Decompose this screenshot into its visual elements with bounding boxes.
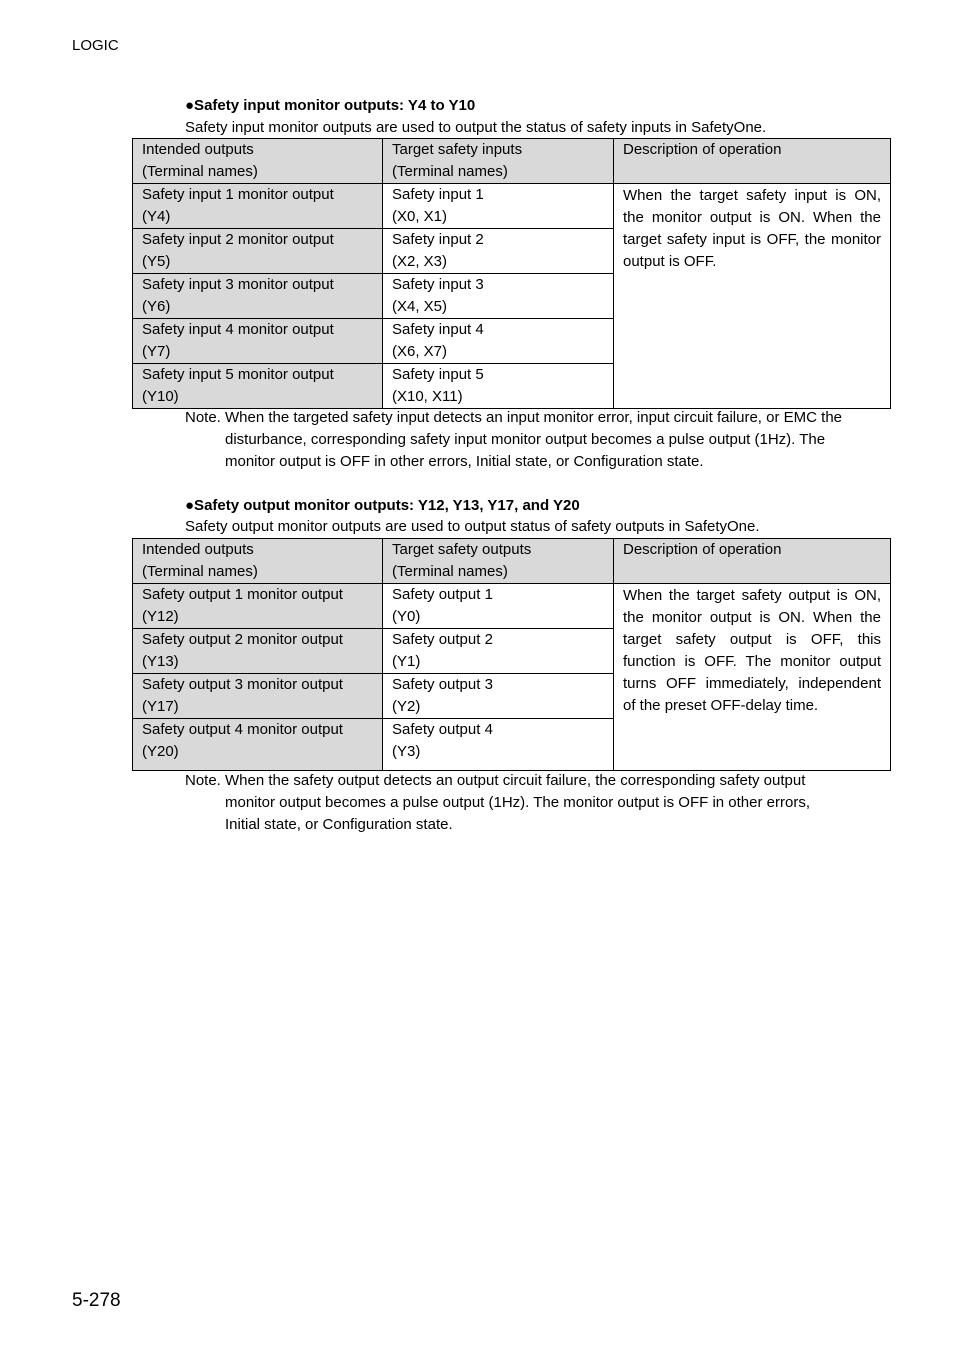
target-input-cell: Safety input 3 (X4, X5) — [383, 274, 614, 319]
column-header-target-safety-outputs: Target safety outputs (Terminal names) — [383, 539, 614, 584]
intended-output-cell: Safety input 3 monitor output (Y6) — [133, 274, 383, 319]
target-output-cell: Safety output 4 (Y3) — [383, 719, 614, 771]
section-intro-safety-input-monitor: Safety input monitor outputs are used to output the status of safety inputs in SafetyOne. — [185, 119, 767, 136]
column-header-intended-outputs: Intended outputs (Terminal names) — [133, 539, 383, 584]
section-heading-safety-input-monitor: ●Safety input monitor outputs: Y4 to Y10 — [185, 97, 476, 114]
table-header-row — [133, 139, 891, 184]
target-input-cell: Safety input 4 (X6, X7) — [383, 319, 614, 364]
target-output-cell: Safety output 2 (Y1) — [383, 629, 614, 674]
target-input-cell: Safety input 1 (X0, X1) — [383, 184, 614, 229]
note-safety-output-monitor: Note. When the safety output detects an output circuit failure, the corresponding safety output monitor output becomes a pulse output (1Hz). The monitor output is OFF in other errors, Initial state, or Configuration state. — [185, 772, 810, 833]
table-row — [133, 584, 891, 629]
target-input-cell: Safety input 2 (X2, X3) — [383, 229, 614, 274]
column-header-intended-outputs: Intended outputs (Terminal names) — [133, 139, 383, 184]
section-intro-safety-output-monitor: Safety output monitor outputs are used to output status of safety outputs in SafetyOne. — [185, 518, 760, 535]
intended-output-cell: Safety input 2 monitor output (Y5) — [133, 229, 383, 274]
section-heading-safety-output-monitor: ●Safety output monitor outputs: Y12, Y13, Y17, and Y20 — [185, 497, 580, 514]
column-header-description: Description of operation — [614, 139, 891, 184]
safety-output-monitor-table — [132, 538, 891, 771]
page-number: 5-278 — [72, 1290, 121, 1311]
intended-output-cell: Safety input 4 monitor output (Y7) — [133, 319, 383, 364]
column-header-description: Description of operation — [614, 539, 891, 584]
description-cell: When the target safety output is ON, the monitor output is ON. When the target safety output is OFF, this function is OFF. The monitor output turns OFF immediately, independent of the preset OFF-delay time. — [614, 584, 891, 771]
table-header-row — [133, 539, 891, 584]
running-header: LOGIC — [72, 37, 119, 54]
column-header-target-safety-inputs: Target safety inputs (Terminal names) — [383, 139, 614, 184]
target-output-cell: Safety output 1 (Y0) — [383, 584, 614, 629]
intended-output-cell: Safety input 1 monitor output (Y4) — [133, 184, 383, 229]
table-row — [133, 184, 891, 229]
intended-output-cell: Safety output 3 monitor output (Y17) — [133, 674, 383, 719]
description-cell: When the target safety input is ON, the monitor output is ON. When the target safety input is OFF, the monitor output is OFF. — [614, 184, 891, 409]
target-output-cell: Safety output 3 (Y2) — [383, 674, 614, 719]
intended-output-cell: Safety output 1 monitor output (Y12) — [133, 584, 383, 629]
intended-output-cell: Safety input 5 monitor output (Y10) — [133, 364, 383, 409]
note-safety-input-monitor: Note. When the targeted safety input detects an input monitor error, input circuit failure, or EMC the disturbance, corresponding safety input monitor output becomes a pulse output (1Hz). The monitor output is OFF in other errors, Initial state, or Configuration state. — [185, 409, 842, 470]
target-input-cell: Safety input 5 (X10, X11) — [383, 364, 614, 409]
intended-output-cell: Safety output 2 monitor output (Y13) — [133, 629, 383, 674]
safety-input-monitor-table — [132, 138, 891, 409]
intended-output-cell: Safety output 4 monitor output (Y20) — [133, 719, 383, 771]
